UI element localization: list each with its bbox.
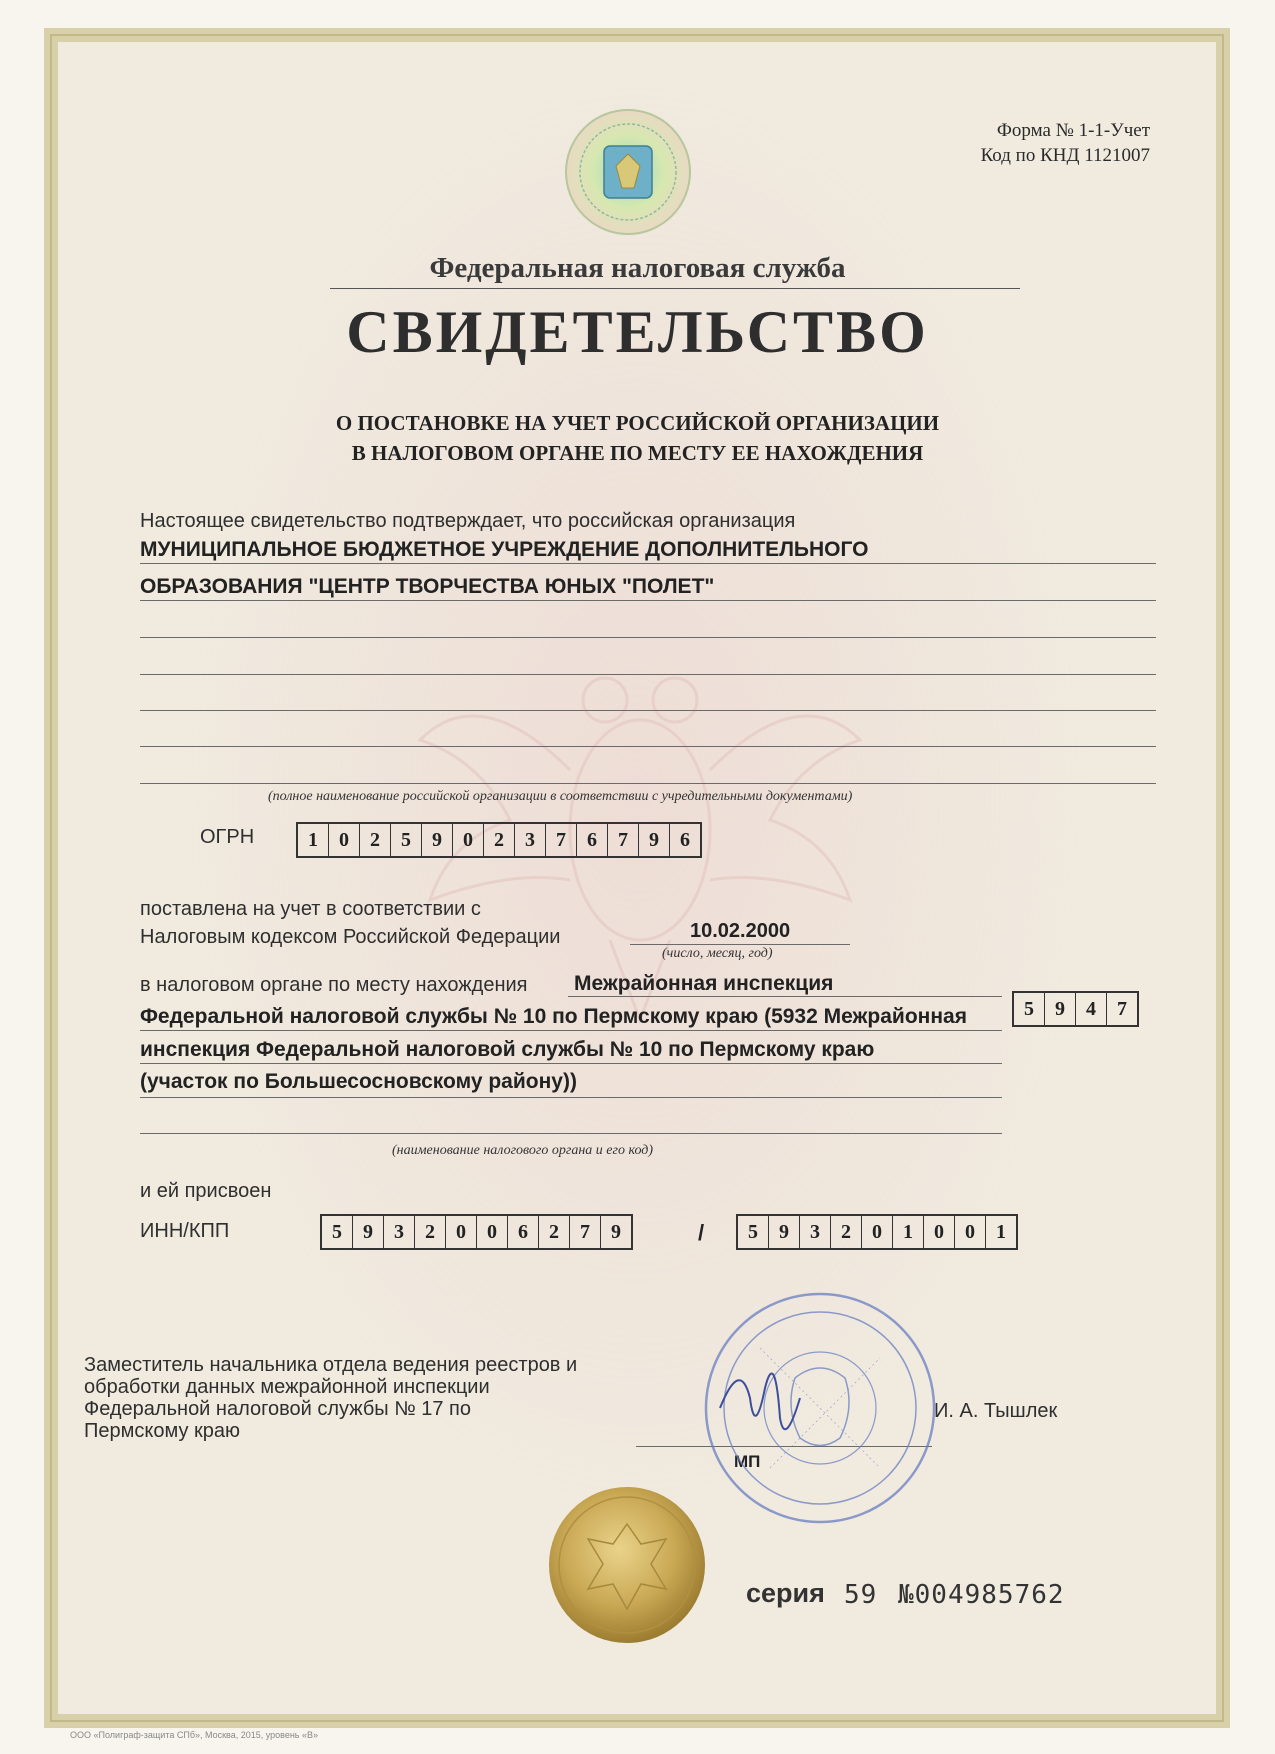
signer-position bbox=[84, 1354, 577, 1442]
ogrn-digit: 0 bbox=[453, 824, 484, 856]
inn-digit: 2 bbox=[539, 1216, 570, 1248]
registered-line-1: поставлена на учет в соответствии с bbox=[140, 898, 481, 920]
tax-line-5 bbox=[140, 1133, 1002, 1134]
ogrn-boxes bbox=[296, 822, 702, 858]
tax-line-3 bbox=[140, 1063, 1002, 1064]
inn-kpp-label: ИНН/КПП bbox=[140, 1220, 230, 1242]
tax-code-digit: 7 bbox=[1117, 998, 1127, 1020]
org-name-line-2: ОБРАЗОВАНИЯ "ЦЕНТР ТВОРЧЕСТВА ЮНЫХ "ПОЛЕТ" bbox=[140, 575, 715, 598]
inn-kpp-separator: / bbox=[698, 1220, 705, 1245]
inn-digit: 6 bbox=[508, 1216, 539, 1248]
ogrn-digit: 2 bbox=[484, 824, 515, 856]
ogrn-digit: 0 bbox=[329, 824, 360, 856]
inn-digit: 9 bbox=[611, 1221, 621, 1243]
form-number: Форма № 1-1-Учет bbox=[996, 120, 1150, 141]
official-stamp-icon bbox=[700, 1288, 940, 1528]
kpp-digit: 0 bbox=[924, 1216, 955, 1248]
inn-digit: 9 bbox=[353, 1216, 384, 1248]
intro-text: Настоящее свидетельство подтверждает, что российская организация bbox=[140, 510, 796, 532]
org-line-3 bbox=[140, 637, 1156, 638]
gold-seal-icon bbox=[546, 1484, 708, 1646]
org-line-7 bbox=[140, 783, 1156, 784]
tax-authority-line-1: Межрайонная инспекция bbox=[574, 972, 834, 995]
kpp-boxes bbox=[736, 1214, 1018, 1250]
kpp-digit: 2 bbox=[831, 1216, 862, 1248]
tax-code-digit: 4 bbox=[1076, 993, 1107, 1025]
tax-authority-line-2: Федеральной налоговой службы № 10 по Пермскому краю (5932 Межрайонная bbox=[140, 1005, 967, 1028]
series-number: №004985762 bbox=[898, 1580, 1065, 1610]
ogrn-digit: 9 bbox=[639, 824, 670, 856]
tax-authority-line-4: (участок по Большесосновскому району)) bbox=[140, 1070, 577, 1093]
subtitle bbox=[0, 408, 1275, 468]
inn-digit: 3 bbox=[384, 1216, 415, 1248]
org-line-6 bbox=[140, 746, 1156, 747]
ogrn-digit: 3 bbox=[515, 824, 546, 856]
signer-position-line: Федеральной налоговой службы № 17 по bbox=[84, 1398, 471, 1420]
tax-code-digit: 5 bbox=[1014, 993, 1045, 1025]
inn-digit: 7 bbox=[570, 1216, 601, 1248]
subtitle-line-2: В НАЛОГОВОМ ОРГАНЕ ПО МЕСТУ ЕЕ НАХОЖДЕНИЯ bbox=[351, 441, 924, 465]
signer-name: И. А. Тышлек bbox=[934, 1400, 1058, 1422]
agency-name: Федеральная налоговая служба bbox=[429, 252, 846, 284]
ogrn-digit: 7 bbox=[546, 824, 577, 856]
registered-line-2: Налоговым кодексом Российской Федерации bbox=[140, 926, 561, 948]
assigned-text: и ей присвоен bbox=[140, 1180, 272, 1202]
ogrn-digit: 6 bbox=[577, 824, 608, 856]
mp-label: МП bbox=[734, 1452, 761, 1471]
signer-position-line: Пермскому краю bbox=[84, 1420, 240, 1442]
kpp-digit: 1 bbox=[893, 1216, 924, 1248]
inn-digit: 0 bbox=[477, 1216, 508, 1248]
printer-footer: ООО «Полиграф-защита СПб», Москва, 2015, уровень «В» bbox=[70, 1730, 318, 1740]
agency-underline bbox=[330, 288, 1020, 289]
ogrn-label: ОГРН bbox=[200, 826, 255, 848]
date-note: (число, месяц, год) bbox=[662, 946, 773, 961]
kpp-digit: 0 bbox=[955, 1216, 986, 1248]
knd-code: Код по КНД 1121007 bbox=[980, 145, 1150, 166]
tax-authority-line-3: инспекция Федеральной налоговой службы № 10 по Пермскому краю bbox=[140, 1038, 875, 1061]
kpp-digit: 5 bbox=[738, 1216, 769, 1248]
org-line-4 bbox=[140, 674, 1156, 675]
kpp-digit: 1 bbox=[996, 1221, 1006, 1243]
org-name-note: (полное наименование российской организации в соответствии с учредительными документами) bbox=[268, 789, 853, 804]
ogrn-digit: 7 bbox=[608, 824, 639, 856]
tax-line-4 bbox=[140, 1097, 1002, 1098]
subtitle-line-1: О ПОСТАНОВКЕ НА УЧЕТ РОССИЙСКОЙ ОРГАНИЗАЦИИ bbox=[335, 411, 940, 435]
series-label: серия bbox=[746, 1578, 825, 1608]
registration-date: 10.02.2000 bbox=[690, 920, 791, 942]
tax-authority-prefix: в налоговом органе по месту нахождения bbox=[140, 974, 528, 996]
inn-boxes bbox=[320, 1214, 633, 1250]
page-title: СВИДЕТЕЛЬСТВО bbox=[346, 299, 929, 365]
date-underline bbox=[630, 944, 850, 945]
kpp-digit: 9 bbox=[769, 1216, 800, 1248]
ogrn-digit: 5 bbox=[391, 824, 422, 856]
signer-position-line: Заместитель начальника отдела ведения реестров и bbox=[84, 1354, 578, 1376]
tax-code-boxes bbox=[1012, 991, 1139, 1027]
inn-digit: 0 bbox=[446, 1216, 477, 1248]
org-line-5 bbox=[140, 710, 1156, 711]
org-line-1 bbox=[140, 563, 1156, 564]
kpp-digit: 3 bbox=[800, 1216, 831, 1248]
tax-authority-note: (наименование налогового органа и его код) bbox=[392, 1143, 654, 1158]
signer-position-line: обработки данных межрайонной инспекции bbox=[84, 1376, 490, 1398]
ogrn-digit: 6 bbox=[680, 829, 690, 851]
inn-digit: 5 bbox=[322, 1216, 353, 1248]
tax-line-1 bbox=[568, 996, 1002, 997]
ogrn-digit: 2 bbox=[360, 824, 391, 856]
tax-code-digit: 9 bbox=[1045, 993, 1076, 1025]
series-value: 59 bbox=[844, 1580, 878, 1610]
tax-line-2 bbox=[140, 1030, 1002, 1031]
org-name-line-1: МУНИЦИПАЛЬНОЕ БЮДЖЕТНОЕ УЧРЕЖДЕНИЕ ДОПОЛНИТЕЛЬНОГО bbox=[140, 538, 869, 561]
ogrn-digit: 9 bbox=[422, 824, 453, 856]
inn-digit: 2 bbox=[415, 1216, 446, 1248]
form-code-block bbox=[960, 118, 1150, 168]
kpp-digit: 0 bbox=[862, 1216, 893, 1248]
org-line-2 bbox=[140, 600, 1156, 601]
hologram-emblem-icon bbox=[564, 108, 692, 236]
ogrn-digit: 1 bbox=[298, 824, 329, 856]
